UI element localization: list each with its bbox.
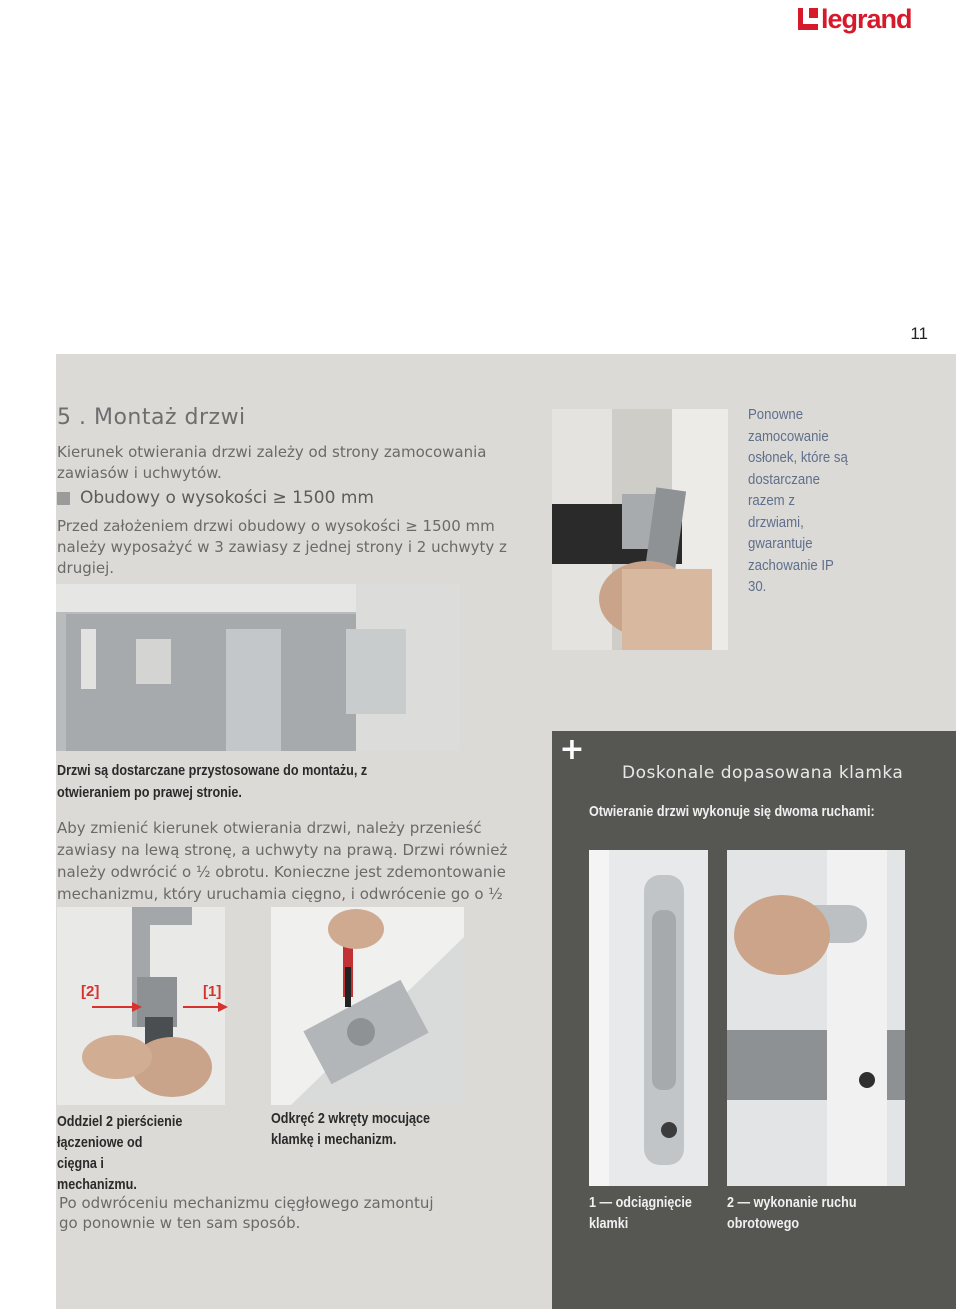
section-intro: Kierunek otwierania drzwi zależy od strony zamocowania zawiasów i uchwytów.: [57, 443, 487, 482]
plus-icon: +: [559, 732, 585, 767]
step-label-1: [1]: [203, 983, 222, 1000]
legrand-logo: [798, 4, 912, 34]
photo-cover-mounting-graphic: [552, 409, 728, 650]
arrow-right-icon: [92, 1001, 142, 1013]
photo-handle-rotate-graphic: [727, 850, 905, 1186]
photo-step-screws: [271, 907, 464, 1105]
step-caption-2: [271, 1108, 439, 1150]
section-heading: 5 . Montaż drzwi: [57, 405, 246, 430]
top-photo-caption: [748, 404, 854, 598]
photo-cabinet-interior: [56, 584, 460, 751]
step-label-2: [2]: [81, 983, 100, 1000]
handle-caption-2: [727, 1192, 870, 1234]
photo-cabinet-interior-graphic: [56, 584, 460, 751]
photo-handle-rotate: [727, 850, 905, 1186]
door-body-text: Aby zmienić kierunek otwierania drzwi, należy przenieść zawiasy na lewą stronę, a uchwyty na prawą. Drzwi również należy odwrócić o ½ obrotu. Konieczne jest zdemontowanie mechanizmu, który uruchamia cięgno, i odwrócenie go o ½: [57, 819, 508, 903]
photo-handle-pull: [589, 850, 708, 1186]
section-subtext: Przed założeniem drzwi obudowy o wysokości ≥ 1500 mm należy wyposażyć w 3 zawiasy z jednej strony i 2 uchwyty z drugiej.: [57, 517, 507, 577]
page-number: 11: [910, 324, 928, 343]
handle-caption-2-text: 2 — wykonanie ruchu obrotowego: [727, 1194, 857, 1232]
photo-step-screws-graphic: [271, 907, 464, 1105]
info-box-title: Doskonale dopasowana klamka: [622, 763, 904, 783]
bullet-square-icon: [57, 492, 70, 505]
photo-cover-mounting: [552, 409, 728, 650]
handle-caption-1: [589, 1192, 694, 1234]
door-bold-text: [57, 760, 435, 804]
photo-handle-pull-graphic: [589, 850, 708, 1186]
step-caption-1-text: Oddziel 2 pierścienie łączeniowe od cięgna i mechanizmu.: [57, 1113, 183, 1193]
final-instruction: Po odwróceniu mechanizmu cięgłowego zamontuj go ponownie w ten sam sposób.: [59, 1194, 434, 1232]
door-bold-text-content: Drzwi są dostarczane przystosowane do montażu, z otwieraniem po prawej stronie.: [57, 762, 368, 801]
logo-text: legrand: [821, 3, 912, 34]
info-box-subtitle: Otwieranie drzwi wykonuje się dwoma ruchami:: [589, 803, 875, 820]
handle-caption-1-text: 1 — odciągnięcie klamki: [589, 1194, 692, 1232]
arrow-right-icon-2: [183, 1001, 228, 1013]
subheading-text: Obudowy o wysokości ≥ 1500 mm: [80, 488, 374, 508]
section-subheading: [57, 488, 374, 508]
logo-mark-icon: [798, 8, 818, 30]
step-caption-1: [57, 1111, 183, 1195]
top-photo-caption-text: Ponowne zamocowanie osłonek, które są dostarczane razem z drzwiami, gwarantuje zachowanie IP 30.: [748, 406, 848, 595]
step-caption-2-text: Odkręć 2 wkręty mocujące klamkę i mechanizm.: [271, 1110, 430, 1148]
